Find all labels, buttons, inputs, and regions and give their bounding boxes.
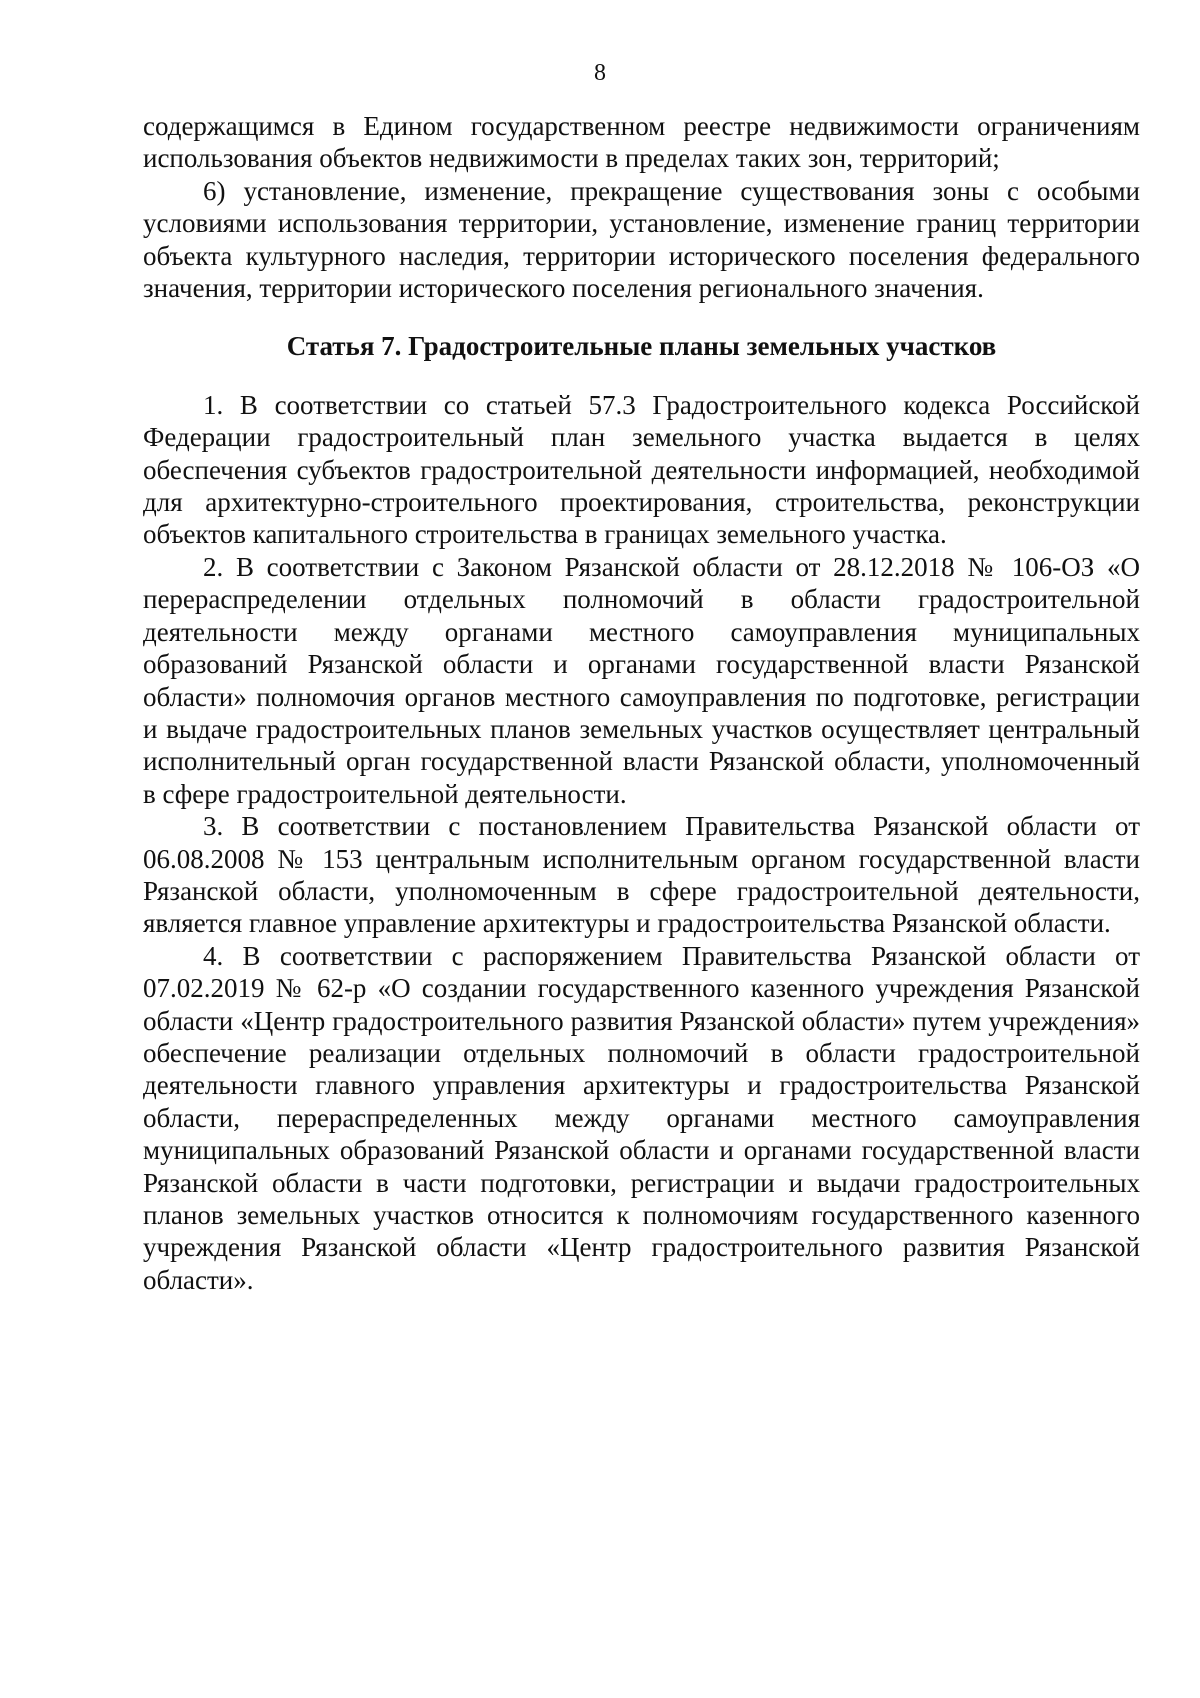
article-heading: Статья 7. Градостроительные планы земельных участков: [286, 331, 997, 362]
paragraph-continuation: содержащимся в Едином государственном реестре недвижимости ограничениям использования объектов недвижимости в пределах таких зон, территорий;: [143, 111, 1140, 174]
article-paragraph-3: 3. В соответствии с постановлением Правительства Рязанской области от 06.08.2008 № 153 центральным исполнительным органом государственной власти Рязанской области, уполномоченным в сфере градостроительной деятельности, является главное управление архитектуры и градостроительства Рязанской области.: [143, 811, 1140, 939]
list-item-6: 6) установление, изменение, прекращение существования зоны с особыми условиями использования территории, установление, изменение границ территории объекта культурного наследия, территории исторического поселения федерального значения, территории исторического поселения регионального значения.: [143, 175, 1140, 304]
article-paragraph-1: 1. В соответствии со статьей 57.3 Градостроительного кодекса Российской Федерации градостроительный план земельного участка выдается в целях обеспечения субъектов градостроительной деятельности информацией, необходимой для архитектурно-строительного проектирования, строительства, реконструкции объектов капитального строительства в границах земельного участка.: [143, 389, 1140, 550]
article-paragraph-4: 4. В соответствии с распоряжением Правительства Рязанской области от 07.02.2019 № 62-р «О создании государственного казенного учреждения Рязанской области «Центр градостроительного развития Рязанской области» путем учреждения» обеспечение реализации отдельных полномочий в области градостроительной деятельности главного управления архитектуры и градостроительства Рязанской области, перераспределенных между органами местного самоуправления муниципальных образований Рязанской области и органами государственной власти Рязанской области в части подготовки, регистрации и выдачи градостроительных планов земельных участков относится к полномочиям государственного казенного учреждения Рязанской области «Центр градостроительного развития Рязанской области».: [143, 940, 1140, 1295]
article-paragraph-2: 2. В соответствии с Законом Рязанской области от 28.12.2018 № 106-ОЗ «О перераспределении отдельных полномочий в области градостроительной деятельности между органами местного самоуправления муниципальных образований Рязанской области и органами государственной власти Рязанской области» полномочия органов местного самоуправления по подготовке, регистрации и выдаче градостроительных планов земельных участков осуществляет центральный исполнительный орган государственной власти Рязанской области, уполномоченный в сфере градостроительной деятельности.: [143, 551, 1140, 809]
document-body: [143, 110, 1140, 1296]
page-number: 8: [594, 60, 606, 86]
